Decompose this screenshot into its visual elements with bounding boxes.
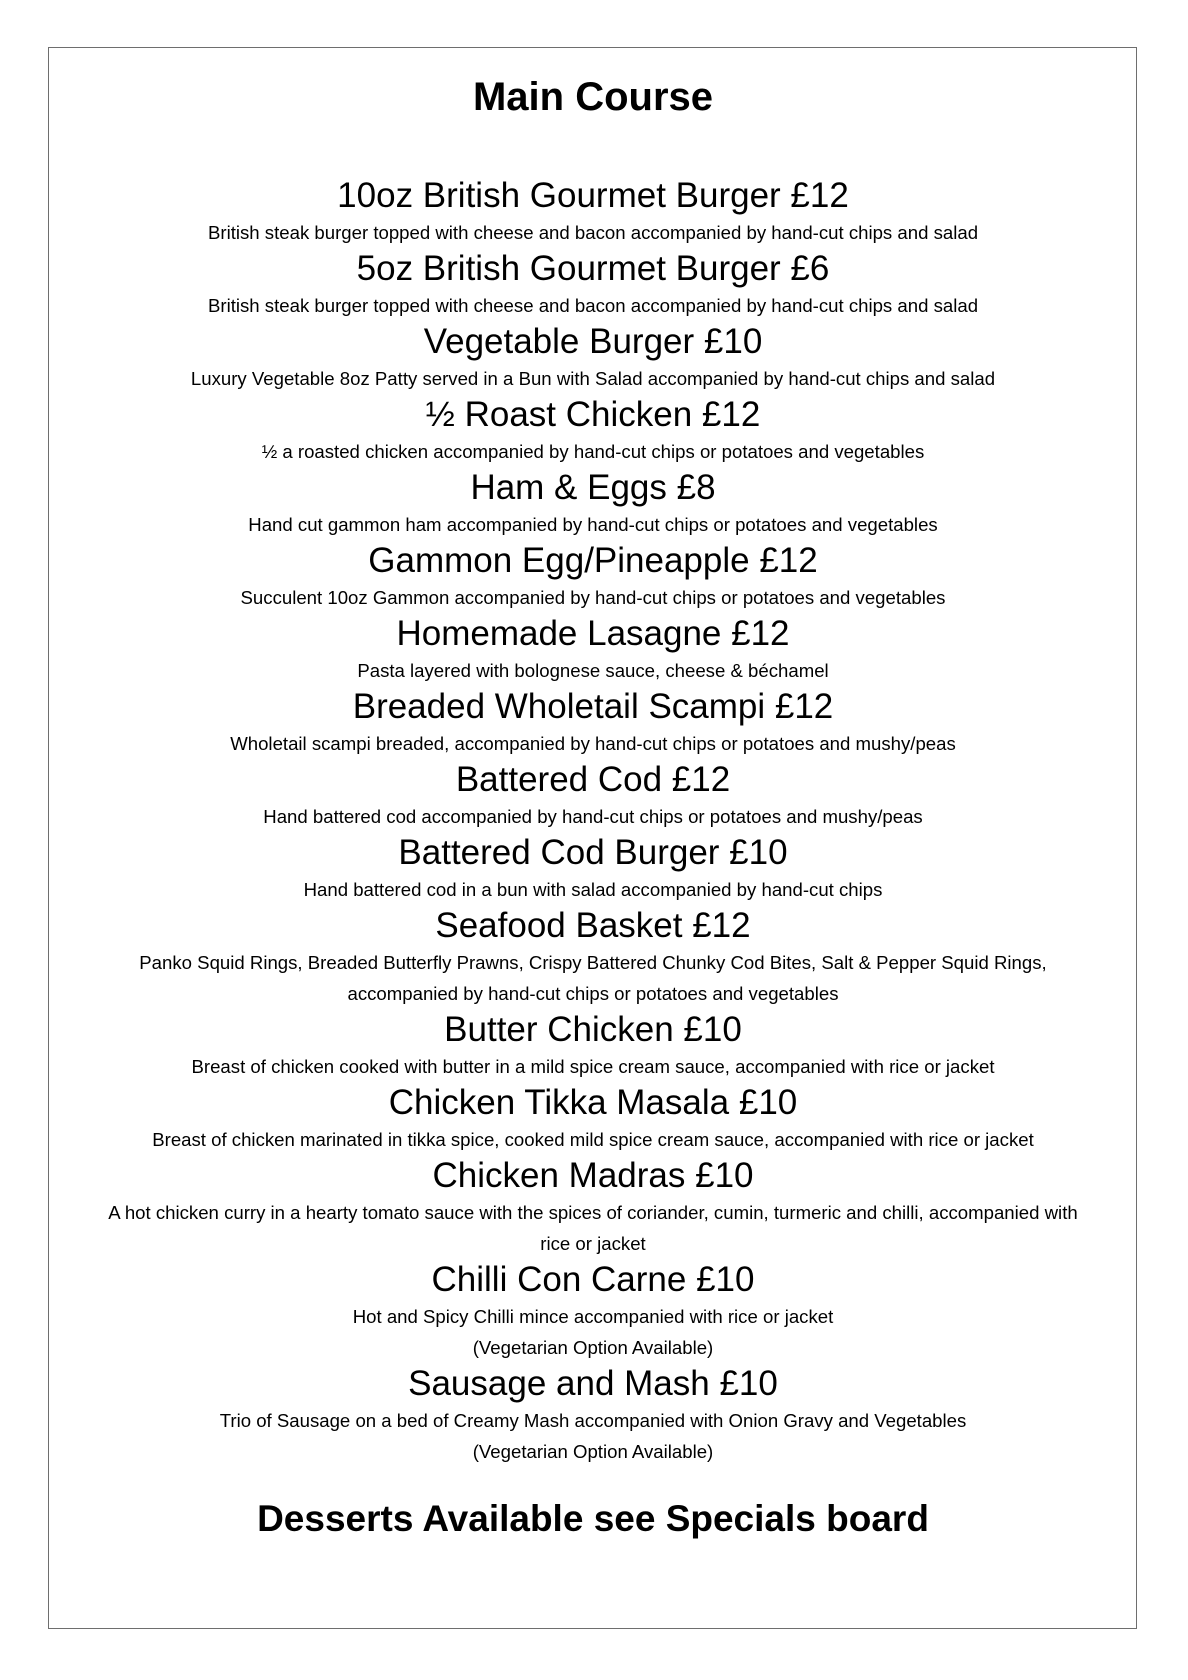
menu-item [48, 759, 1138, 832]
menu-item-description: Breast of chicken marinated in tikka spice, cooked mild spice cream sauce, accompanied with rice or jacket [152, 1129, 1034, 1150]
menu-item-title: Ham & Eggs £8 [470, 468, 716, 507]
menu-item-description: Pasta layered with bolognese sauce, cheese & béchamel [357, 660, 829, 681]
vegetarian-option-note: (Vegetarian Option Available) [472, 1441, 714, 1462]
menu-item-description: Panko Squid Rings, Breaded Butterfly Prawns, Crispy Battered Chunky Cod Bites, Salt & Pepper Squid Rings, [139, 952, 1047, 973]
menu-item-title: Battered Cod Burger £10 [398, 833, 788, 872]
vegetarian-option-note: (Vegetarian Option Available) [472, 1337, 714, 1358]
menu-item [48, 832, 1138, 905]
menu-item-title: Seafood Basket £12 [435, 906, 751, 945]
menu-item-title: Homemade Lasagne £12 [396, 614, 790, 653]
desserts-note: Desserts Available see Specials board [257, 1498, 929, 1539]
menu-item-title: Breaded Wholetail Scampi £12 [352, 687, 834, 726]
menu-item [48, 1009, 1138, 1082]
menu-item-title: Butter Chicken £10 [444, 1010, 742, 1049]
menu-item-title: ½ Roast Chicken £12 [425, 395, 761, 434]
page-title: Main Course [472, 75, 714, 119]
menu-item-title: 10oz British Gourmet Burger £12 [337, 176, 849, 215]
menu-item [48, 175, 1138, 248]
menu-item [48, 1155, 1138, 1259]
menu-item-title: Chicken Madras £10 [432, 1156, 754, 1195]
menu-item [48, 467, 1138, 540]
menu-item-title: Chicken Tikka Masala £10 [388, 1083, 798, 1122]
menu-item-title: Gammon Egg/Pineapple £12 [368, 541, 818, 580]
menu-item [48, 540, 1138, 613]
menu-item-title: 5oz British Gourmet Burger £6 [356, 249, 830, 288]
menu-item-description: Hand battered cod in a bun with salad accompanied by hand-cut chips [303, 879, 883, 900]
menu-item-description: Breast of chicken cooked with butter in a mild spice cream sauce, accompanied with rice or jacket [191, 1056, 995, 1077]
menu-item [48, 613, 1138, 686]
menu-item-description: British steak burger topped with cheese and bacon accompanied by hand-cut chips and salad [207, 222, 979, 243]
menu-item-description-continued: rice or jacket [540, 1233, 646, 1254]
menu-item-title: Vegetable Burger £10 [423, 322, 763, 361]
menu-list [48, 175, 1138, 1467]
menu-item [48, 905, 1138, 1009]
menu-item-title: Sausage and Mash £10 [408, 1364, 778, 1403]
menu-item-description: A hot chicken curry in a hearty tomato sauce with the spices of coriander, cumin, turmeric and chilli, accompanied with [108, 1202, 1078, 1223]
menu-item-title: Chilli Con Carne £10 [431, 1260, 755, 1299]
menu-item-description: Hot and Spicy Chilli mince accompanied with rice or jacket [352, 1306, 834, 1327]
menu-item [48, 394, 1138, 467]
menu-item [48, 686, 1138, 759]
menu-item-description: Wholetail scampi breaded, accompanied by hand-cut chips or potatoes and mushy/peas [230, 733, 956, 754]
menu-item-description: British steak burger topped with cheese and bacon accompanied by hand-cut chips and salad [207, 295, 979, 316]
menu-item [48, 1259, 1138, 1363]
menu-item [48, 1363, 1138, 1467]
menu-item [48, 248, 1138, 321]
menu-item [48, 1082, 1138, 1155]
menu-item-description: Hand battered cod accompanied by hand-cut chips or potatoes and mushy/peas [263, 806, 923, 827]
menu-item-description-continued: accompanied by hand-cut chips or potatoes and vegetables [347, 983, 839, 1004]
menu-item-description: Succulent 10oz Gammon accompanied by hand-cut chips or potatoes and vegetables [240, 587, 946, 608]
menu-page [48, 47, 1138, 1541]
menu-item-description: Hand cut gammon ham accompanied by hand-cut chips or potatoes and vegetables [248, 514, 938, 535]
menu-item-description: Trio of Sausage on a bed of Creamy Mash accompanied with Onion Gravy and Vegetables [219, 1410, 967, 1431]
menu-item-description: Luxury Vegetable 8oz Patty served in a Bun with Salad accompanied by hand-cut chips and salad [190, 368, 996, 389]
menu-item-description: ½ a roasted chicken accompanied by hand-cut chips or potatoes and vegetables [261, 441, 925, 462]
menu-item [48, 321, 1138, 394]
menu-item-title: Battered Cod £12 [455, 760, 731, 799]
